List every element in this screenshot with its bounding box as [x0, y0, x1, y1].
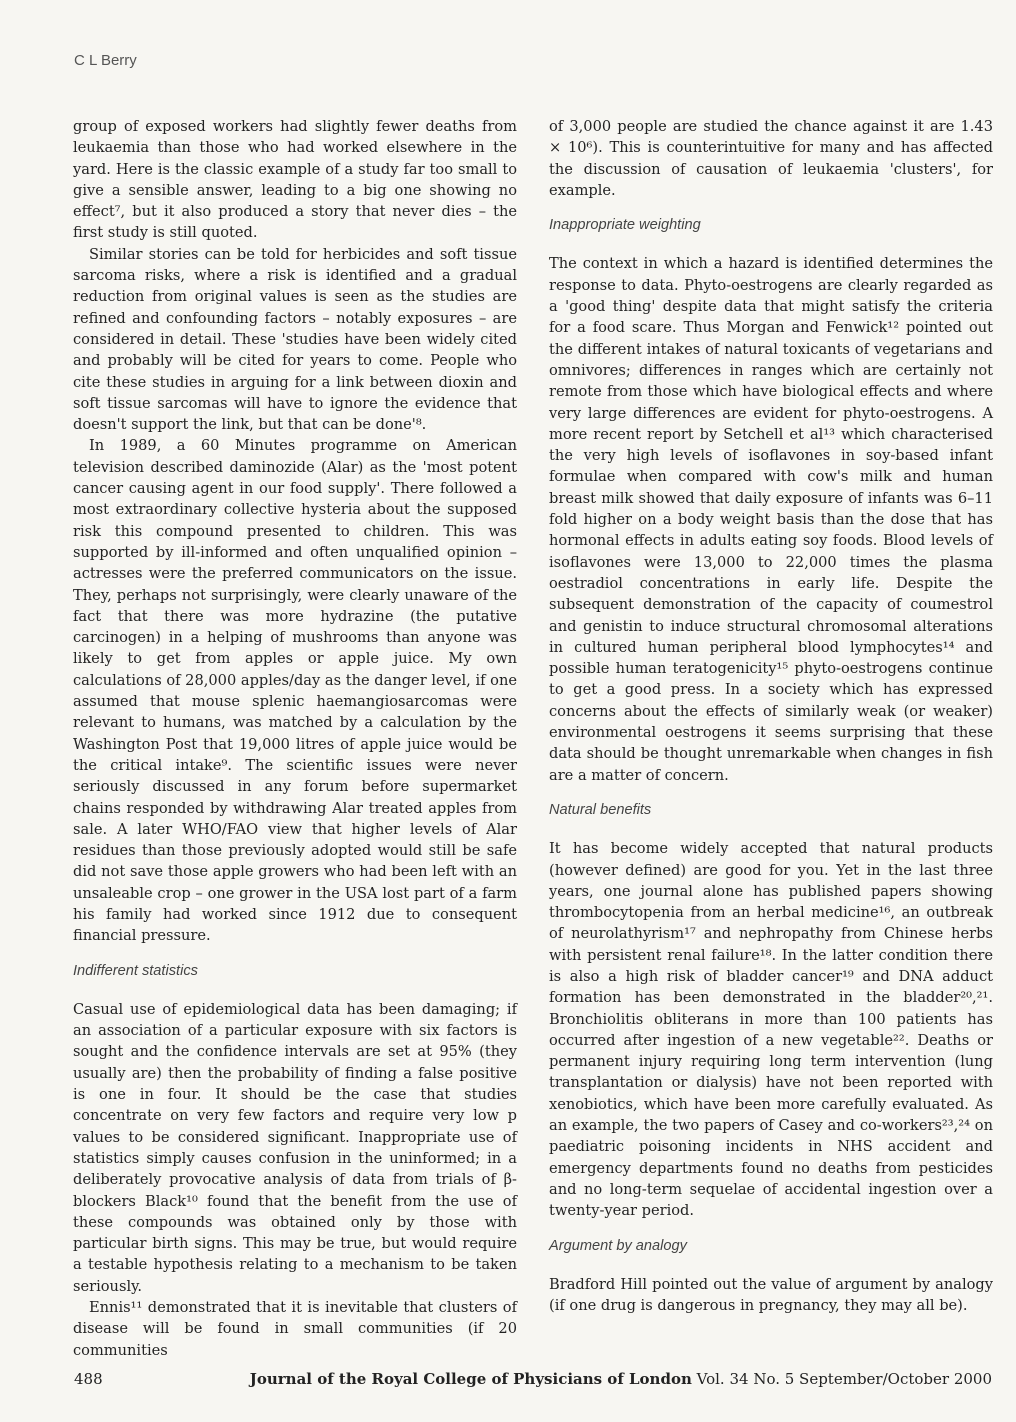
right-column: [549, 116, 993, 1316]
paragraph: The context in which a hazard is identified determines the response to data. Phyto-oestrogens are clearly regarded as a 'good thing' despite data that might satisfy the criteria for a food scare. Thus Morgan and Fenwick¹² pointed out the different intakes of natural toxicants of vegetarians and omnivores; differences in ranges which are certainly not remote from those which have biological effects and where very large differences are evident for phyto-oestrogens. A more recent report by Setchell et al¹³ which characterised the very high levels of isoflavones in soy-based infant formulae when compared with cow's milk and human breast milk showed that daily exposure of infants was 6–11 fold higher on a body weight basis than the dose that has hormonal effects in adults eating soy foods. Blood levels of isoflavones were 13,000 to 22,000 times the plasma oestradiol concentrations in early life. Despite the subsequent demonstration of the capacity of coumestrol and genistin to induce structural chromosomal alterations in cultured human peripheral blood lymphocytes¹⁴ and possible human teratogenicity¹⁵ phyto-oestrogens continue to get a good press. In a society which has expressed concerns about the effects of similarly weak (or weaker) environmental oestrogens it seems surprising that these data should be thought unremarkable when changes in fish are a matter of concern.: [549, 255, 993, 784]
section-heading: Natural benefits: [549, 801, 652, 818]
section-heading: Argument by analogy: [549, 1237, 687, 1254]
paragraph: Bradford Hill pointed out the value of argument by analogy (if one drug is dangerous in pregnancy, they may all be).: [549, 1275, 993, 1315]
paragraph: In 1989, a 60 Minutes programme on American television described daminozide (Alar) as the 'most potent cancer causing agent in our food supply'. There followed a most extraordinary collective hysteria about the supposed risk this compound presented to children. This was supported by ill-informed and often unqualified opinion – actresses were the preferred communicators on the issue. They, perhaps not surprisingly, were clearly unaware of the fact that there was more hydrazine (the putative carcinogen) in a helping of mushrooms than anyone was likely to get from apples or apple juice. My own calculations of 28,000 apples/day as the danger level, if one assumed that mouse splenic haemangiosarcomas were relevant to humans, was matched by a calculation by the Washington Post that 19,000 litres of apple juice would be the critical intake⁹. The scientific issues were never seriously discussed in any forum before supermarket chains responded by withdrawing Alar treated apples from sale. A later WHO/FAO view that higher levels of Alar residues than those previously adopted would still be safe did not save those apple growers who had been left with an unsaleable crop – one grower in the USA lost part of a farm his family had worked since 1912 due to consequent financial pressure.: [73, 437, 517, 945]
paragraph: It has become widely accepted that natural products (however defined) are good for you. Yet in the last three years, one journal alone has published papers showing thrombocytopenia from an herbal medicine¹⁶, an outbreak of neurolathyrism¹⁷ and nephropathy from Chinese herbs with persistent renal failure¹⁸. In the latter condition there is also a high risk of bladder cancer¹⁹ and DNA adduct formation has been demonstrated in the bladder²⁰,²¹. Bronchiolitis obliterans in more than 100 patients has occurred after ingestion of a new vegetable²². Deaths or permanent injury requiring long term intervention (lung transplantation or dialysis) have not been reported with xenobiotics, which have been more carefully evaluated. As an example, the two papers of Casey and co-workers²³,²⁴ on paediatric poisoning incidents in NHS accident and emergency departments found no deaths from pesticides and no long-term sequelae of accidental ingestion over a twenty-year period.: [549, 840, 993, 1220]
page-number: 488: [74, 1370, 103, 1388]
paragraph: Ennis¹¹ demonstrated that it is inevitable that clusters of disease will be found in small communities (if 20 communities: [73, 1299, 517, 1359]
paragraph: Similar stories can be told for herbicides and soft tissue sarcoma risks, where a risk is identified and a gradual reduction from original values is seen as the studies are refined and confounding factors – notably exposures – are considered in detail. These 'studies have been widely cited and probably will be cited for years to come. People who cite these studies in arguing for a link between dioxin and soft tissue sarcomas will have to ignore the evidence that doesn't support the link, but that can be done'⁸.: [73, 245, 517, 434]
paragraph: of 3,000 people are studied the chance against it are 1.43 × 10⁶). This is counterintuitive for many and has affected the discussion of causation of leukaemia 'clusters', for example.: [549, 118, 993, 199]
section-heading: Inappropriate weighting: [549, 217, 701, 234]
left-column: [73, 116, 517, 1361]
page-footer: [74, 1370, 992, 1394]
journal-citation: [250, 1370, 992, 1388]
running-header-author: C L Berry: [74, 52, 137, 69]
paragraph: Casual use of epidemiological data has been damaging; if an association of a particular exposure with six factors is sought and the confidence intervals are set at 95% (they usually are) then the probability of finding a false positive is one in four. It should be the case that studies concentrate on very few factors and require very low p values to be considered significant. Inappropriate use of statistics simply causes confusion in the uninformed; in a deliberately provocative analysis of data from trials of β-blockers Black¹⁰ found that the benefit from the use of these compounds was obtained only by those with particular birth signs. This may be true, but would require a testable hypothesis relating to a mechanism to be taken seriously.: [73, 1000, 517, 1295]
section-heading: Indifferent statistics: [73, 962, 198, 979]
paragraph: group of exposed workers had slightly fewer deaths from leukaemia than those who had worked elsewhere in the yard. Here is the classic example of a study far too small to give a sensible answer, leading to a big one showing no effect⁷, but it also produced a story that never dies – the first study is still quoted.: [73, 118, 517, 242]
journal-name: Journal of the Royal College of Physicians of London: [249, 1370, 692, 1388]
journal-issue: Vol. 34 No. 5 September/October 2000: [696, 1370, 992, 1388]
